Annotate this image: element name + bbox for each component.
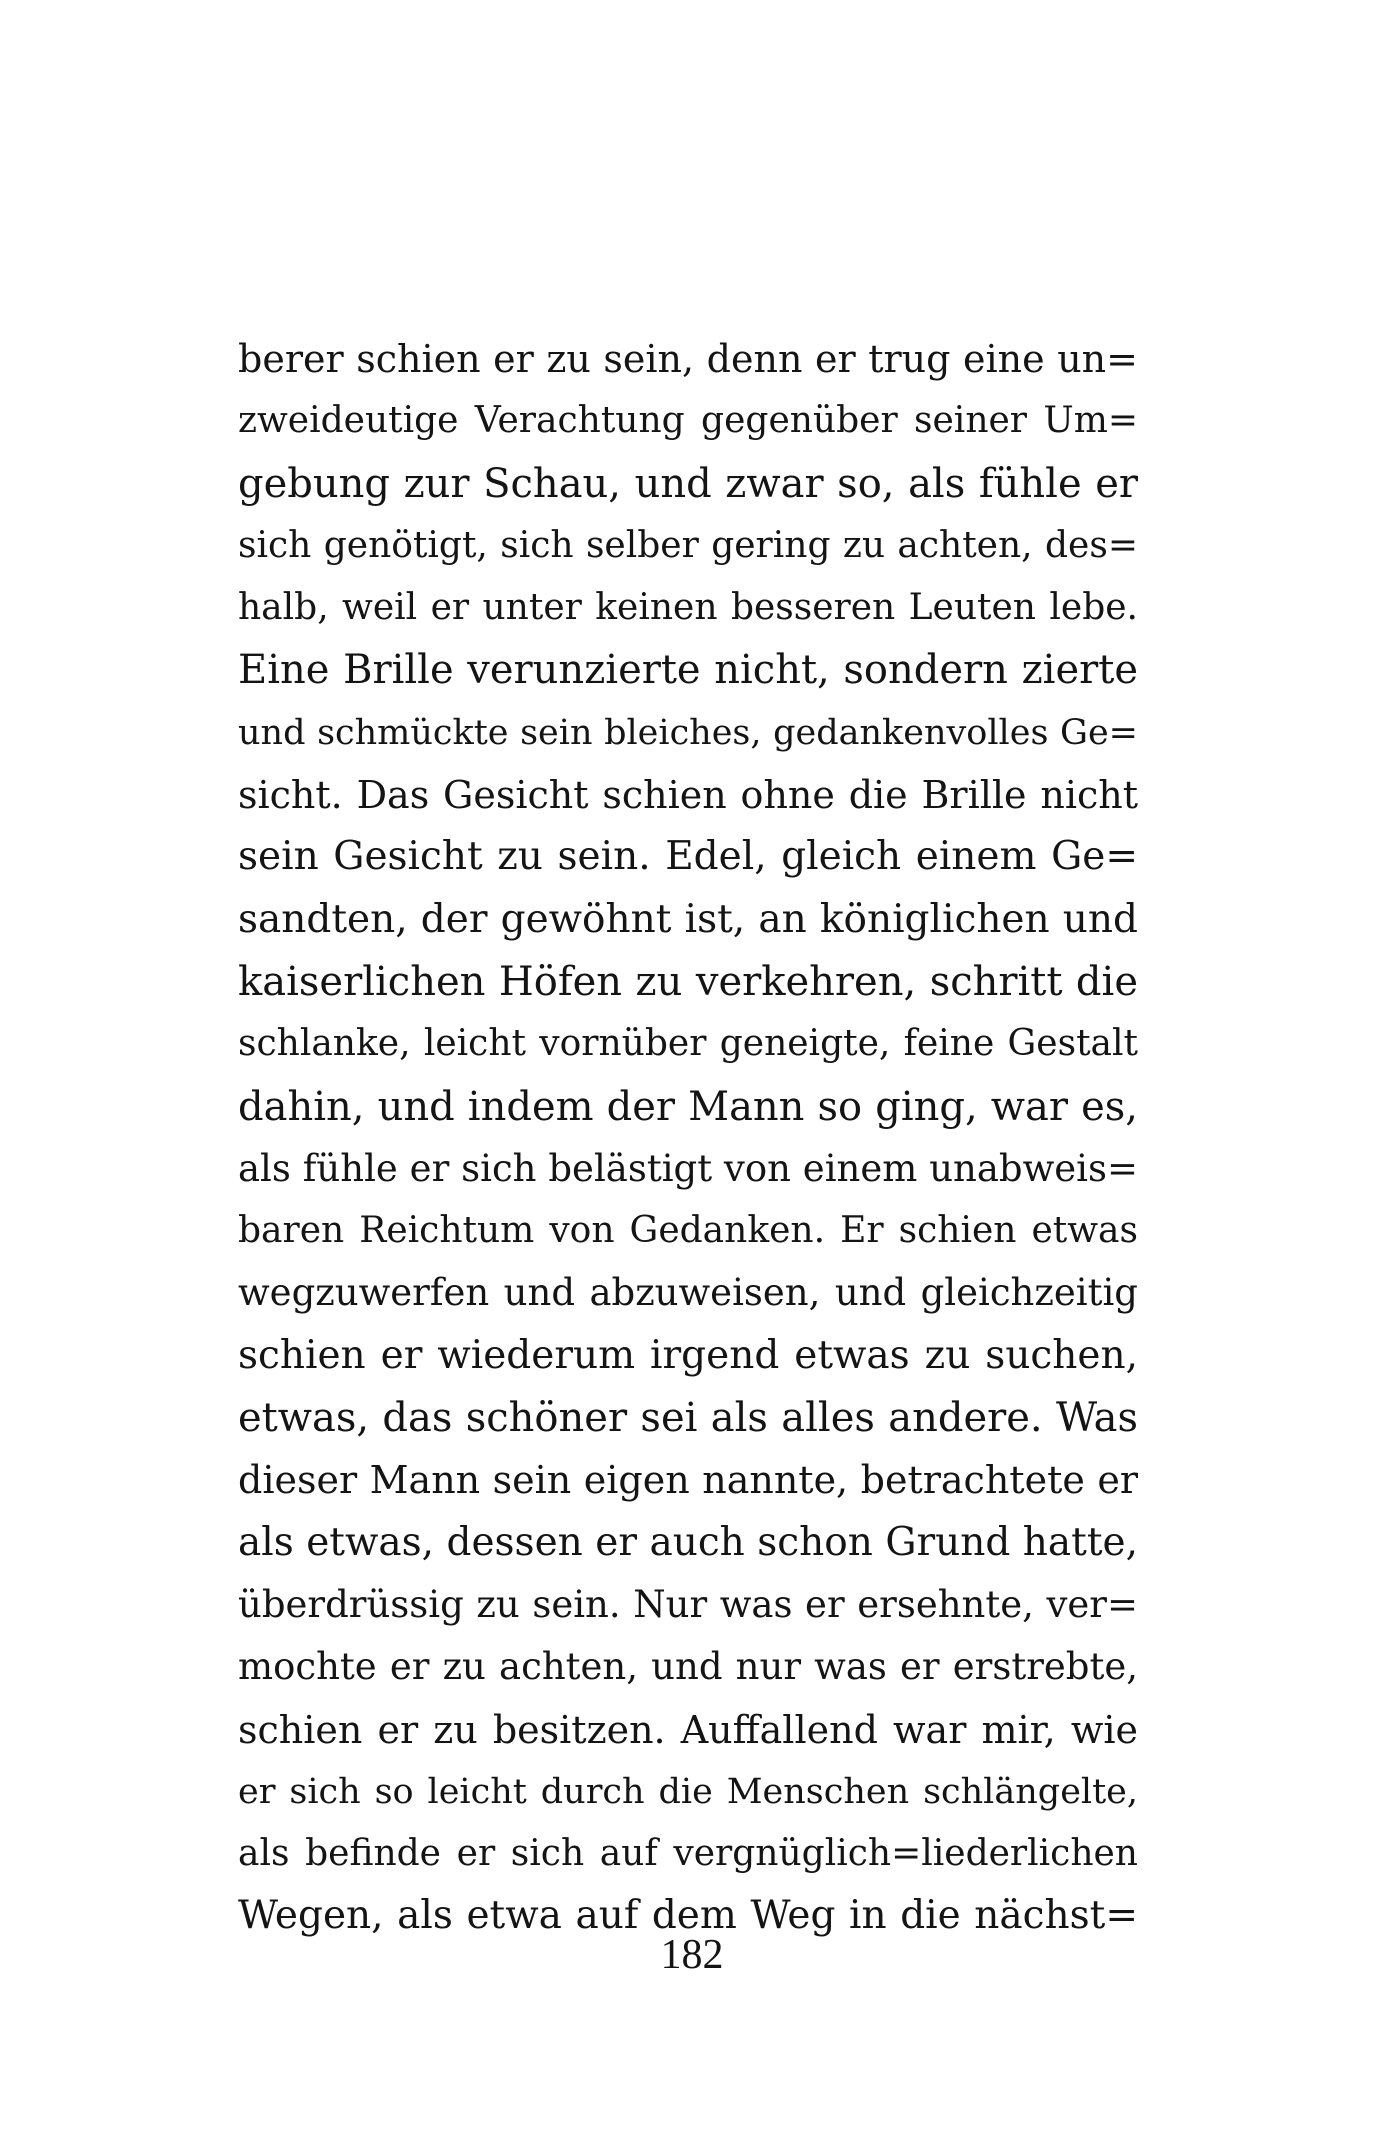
text-line-7: und schmückte sein bleiches, gedankenvolles Ge= bbox=[238, 712, 1138, 753]
text-line-15: baren Reichtum von Gedanken. Er schien etwas bbox=[238, 1210, 1138, 1252]
text-line-26: Wegen, als etwa auf dem Weg in die nächst= bbox=[238, 1893, 1138, 1939]
text-line-6: Eine Brille verunzierte nicht, sondern zierte bbox=[238, 647, 1138, 694]
text-line-9: sein Gesicht zu sein. Edel, gleich einem Ge= bbox=[238, 834, 1138, 880]
text-line-14: als fühle er sich belästigt von einem unabweis= bbox=[238, 1146, 1138, 1190]
text-line-2: zweideutige Verachtung gegenüber seiner Um= bbox=[238, 400, 1138, 442]
text-line-8: sicht. Das Gesicht schien ohne die Brille nicht bbox=[238, 773, 1138, 818]
text-line-20: als etwas, dessen er auch schon Grund hatte, bbox=[238, 1519, 1138, 1565]
text-line-17: schien er wiederum irgend etwas zu suchen, bbox=[238, 1332, 1138, 1378]
text-line-18: etwas, das schöner sei als alles andere. Was bbox=[238, 1395, 1138, 1442]
text-line-3: gebung zur Schau, und zwar so, als fühle er bbox=[238, 460, 1138, 507]
text-line-5: halb, weil er unter keinen besseren Leuten lebe. bbox=[238, 587, 1138, 629]
page-number: 182 bbox=[660, 1932, 724, 1978]
text-line-16: wegzuwerfen und abzuweisen, und gleichzeitig bbox=[238, 1271, 1138, 1315]
text-line-13: dahin, und indem der Mann so ging, war es, bbox=[238, 1083, 1138, 1130]
text-line-23: schien er zu besitzen. Auffallend war mir, wie bbox=[238, 1707, 1138, 1752]
text-line-12: schlanke, leicht vornüber geneigte, feine Gestalt bbox=[238, 1023, 1138, 1065]
text-line-19: dieser Mann sein eigen nannte, betrachtete er bbox=[238, 1458, 1138, 1503]
text-line-25: als befinde er sich auf vergnüglich=liederlichen bbox=[238, 1833, 1138, 1875]
text-line-11: kaiserlichen Höfen zu verkehren, schritt die bbox=[238, 958, 1138, 1005]
text-line-22: mochte er zu achten, und nur was er erstrebte, bbox=[238, 1645, 1138, 1689]
text-line-21: überdrüssig zu sein. Nur was er ersehnte, ver= bbox=[238, 1582, 1138, 1626]
body-text bbox=[238, 328, 1138, 1948]
text-line-10: sandten, der gewöhnt ist, an königlichen und bbox=[238, 896, 1138, 942]
text-line-4: sich genötigt, sich selber gering zu achten, des= bbox=[238, 524, 1138, 566]
text-line-24: er sich so leicht durch die Menschen schlängelte, bbox=[238, 1771, 1138, 1812]
text-line-1: berer schien er zu sein, denn er trug eine un= bbox=[238, 337, 1138, 381]
